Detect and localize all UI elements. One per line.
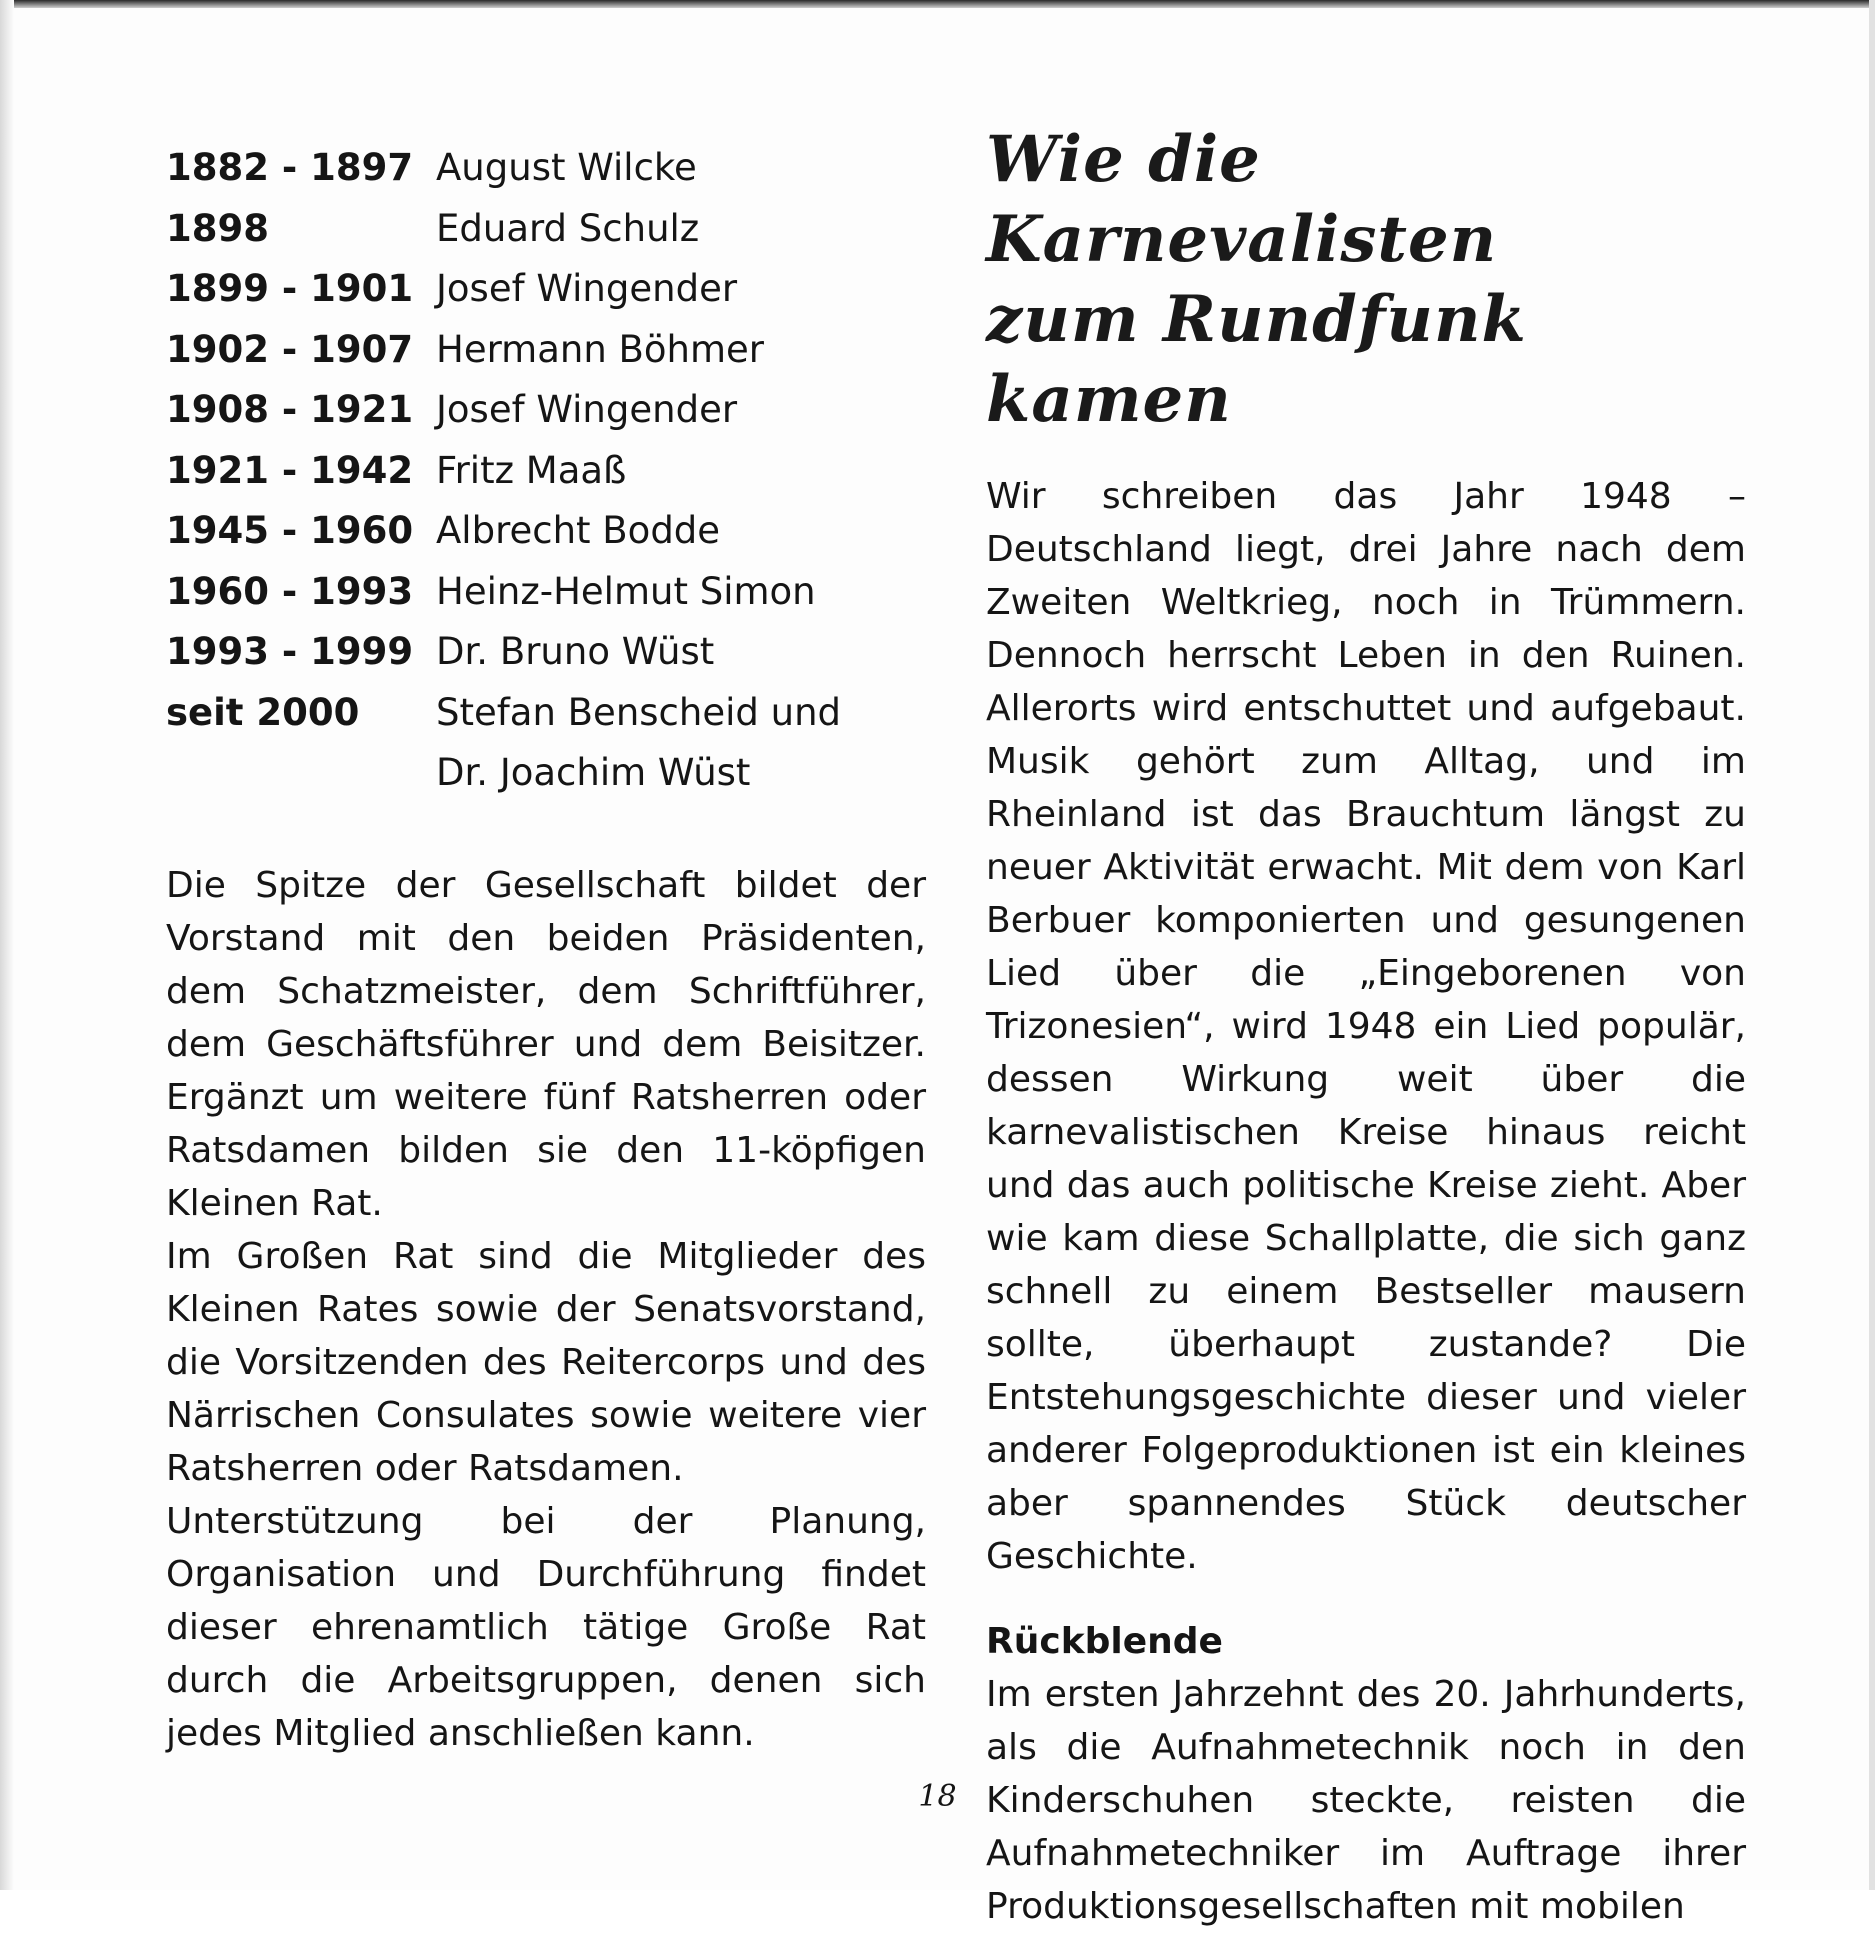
names	[436, 259, 926, 320]
presidents-list-row	[166, 138, 926, 199]
names	[436, 501, 926, 562]
presidents-list-row	[166, 562, 926, 623]
section-text: Im ersten Jahrzehnt des 20. Jahrhunderts, als die Aufnahmetechnik noch in den Kinderschuhen steckte, reisten die Aufnahmetechniker im Auftrage ihrer Produktionsgesellschaften mit mobilen	[986, 1674, 1746, 1927]
page-right-edge	[1869, 0, 1875, 1890]
names	[436, 562, 926, 623]
president-name: Dr. Bruno Wüst	[436, 630, 715, 673]
article-title	[986, 120, 1746, 440]
presidents-list-row	[166, 683, 926, 804]
presidents-list-row	[166, 501, 926, 562]
presidents-list-row	[166, 199, 926, 260]
years: 1945 - 1960	[166, 509, 414, 552]
president-name: Eduard Schulz	[436, 206, 700, 250]
years: seit 2000	[166, 690, 360, 734]
president-name: Stefan Benscheid und	[436, 690, 842, 734]
names	[436, 138, 926, 199]
years: 1899 - 1901	[166, 267, 414, 310]
names	[436, 380, 926, 441]
years: 1908 - 1921	[166, 388, 414, 431]
years: 1898	[166, 206, 269, 250]
paragraph-grosser-rat: Im Großen Rat sind die Mitglieder des Kleinen Rates sowie der Senatsvorstand, die Vorsitzenden des Reitercorps und des Närrischen Consulates sowie weitere vier Ratsherren oder Ratsdamen.	[166, 1235, 926, 1489]
paragraph-vorstand: Die Spitze der Gesellschaft bildet der Vorstand mit den beiden Präsidenten, dem Schatzmeister, dem Schriftführer, dem Geschäftsführer und dem Beisitzer. Ergänzt um weitere fünf Ratsherren oder Ratsdamen bilden sie den 11-köpfigen Kleinen Rat.	[166, 864, 926, 1224]
president-name: Josef Wingender	[436, 267, 738, 310]
presidents-list	[166, 138, 926, 804]
section-heading: Rückblende	[986, 1621, 1223, 1662]
years: 1960 - 1993	[166, 569, 414, 613]
page-gutter-shadow	[0, 0, 14, 1890]
article-title-line: zum Rundfunk kamen	[986, 282, 1527, 437]
years: 1902 - 1907	[166, 327, 414, 371]
names	[436, 199, 926, 260]
paragraph-arbeitsgruppen: Unterstützung bei der Planung, Organisation und Durchführung findet dieser ehrenamtlich tätige Große Rat durch die Arbeitsgruppen, denen sich jedes Mitglied anschließen kann.	[166, 1500, 926, 1754]
names	[436, 683, 926, 804]
article-title-line: Wie die Karnevalisten	[986, 122, 1498, 277]
president-name: Heinz-Helmut Simon	[436, 569, 816, 613]
names	[436, 622, 926, 683]
presidents-list-row	[166, 259, 926, 320]
years: 1882 - 1897	[166, 146, 414, 189]
names	[436, 441, 926, 502]
left-column	[166, 138, 926, 1760]
presidents-list-row	[166, 320, 926, 381]
years: 1921 - 1942	[166, 448, 414, 492]
right-column	[986, 120, 1746, 1933]
names	[436, 320, 926, 381]
president-name: Dr. Joachim Wüst	[436, 751, 751, 794]
presidents-list-row	[166, 441, 926, 502]
years: 1993 - 1999	[166, 630, 414, 673]
presidents-list-row	[166, 380, 926, 441]
page-number: 18	[918, 1779, 957, 1814]
president-name: August Wilcke	[436, 146, 697, 189]
president-name: Hermann Böhmer	[436, 327, 765, 371]
president-name: Albrecht Bodde	[436, 509, 721, 552]
president-name: Fritz Maaß	[436, 448, 627, 492]
article-intro: Wir schreiben das Jahr 1948 – Deutschland liegt, drei Jahre nach dem Zweiten Weltkrieg, noch in Trümmern. Dennoch herrscht Leben in den Ruinen. Allerorts wird entschuttet und aufgebaut. Musik gehört zum Alltag, und im Rheinland ist das Brauchtum längst zu neuer Aktivität erwacht. Mit dem von Karl Berbuer komponierten und gesungenen Lied über die „Eingeborenen von Trizonesien“, wird 1948 ein Lied populär, dessen Wirkung weit über die karnevalistischen Kreise hinaus reicht und das auch politische Kreise zieht. Aber wie kam diese Schallplatte, die sich ganz schnell zu einem Bestseller mausern sollte, überhaupt zustande? Die Entstehungsgeschichte dieser und vieler anderer Folgeproduktionen ist ein kleines aber spannendes Stück deutscher Geschichte.	[986, 476, 1746, 1577]
president-name: Josef Wingender	[436, 388, 738, 431]
page-top-edge	[0, 0, 1875, 8]
presidents-list-row	[166, 622, 926, 683]
